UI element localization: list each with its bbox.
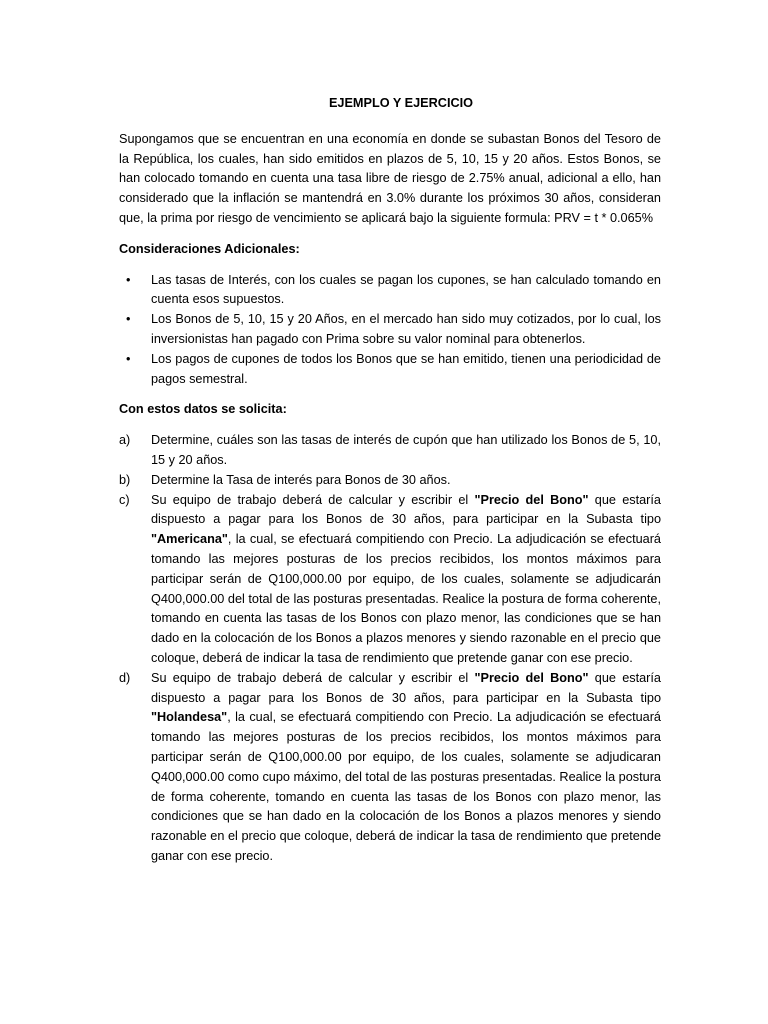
request-text <box>151 671 661 863</box>
request-text: Determine la Tasa de interés para Bonos de 30 años. <box>151 472 451 487</box>
request-heading: Con estos datos se solicita: <box>119 402 287 417</box>
request-list <box>119 431 661 867</box>
bond-price-emphasis: "Precio del Bono" <box>474 670 589 685</box>
document-title: EJEMPLO Y EJERCICIO <box>328 96 474 110</box>
request-item-b <box>119 471 661 491</box>
request-item-d <box>119 669 661 867</box>
auction-type-emphasis: "Holandesa" <box>151 710 228 725</box>
request-text: Determine, cuáles son las tasas de interés de cupón que han utilizado los Bonos de 5, 10, 15 y 20 años. <box>151 433 661 467</box>
request-item-c <box>119 491 661 669</box>
consideration-item <box>119 271 661 311</box>
consideration-text: Los pagos de cupones de todos los Bonos que se han emitido, tienen una periodicidad de pagos semestral. <box>151 351 661 386</box>
bond-price-emphasis: "Precio del Bono" <box>474 492 589 507</box>
consideration-text: Los Bonos de 5, 10, 15 y 20 Años, en el mercado han sido muy cotizados, por lo cual, los inversionistas han pagado con Prima sobre su valor nominal para obtenerlos. <box>151 312 661 346</box>
item-marker: c) <box>119 492 130 507</box>
consideration-text: Las tasas de Interés, con los cuales se pagan los cupones, se han calculado tomando en cuenta esos supuestos. <box>151 272 661 307</box>
auction-type-emphasis: "Americana" <box>151 532 228 547</box>
request-text-part: , la cual, se efectuará compitiendo con Precio. La adjudicación se efectuará tomando las mejores posturas de los precios recibidos, los montos máximos para participar serán de Q100,000.00 por equipo, de los cuales, solamente se adjudicarán Q400,000.00 del total de las posturas presentadas. Realice la postura de forma coherente, tomando en cuenta las tasas de los Bonos con plazo menor, las condiciones que se han dado en la colocación de los Bonos a plazos menores y siendo razonable en el precio que coloque, deberá de indicar la tasa de rendimiento que pretende ganar con ese precio. <box>151 532 661 665</box>
request-text-part: , la cual, se efectuará compitiendo con Precio. La adjudicación se efectuará tomando las mejores posturas de los precios recibidos, los montos máximos para participar serán de Q100,000.00 por equipo, de los cuales, solamente se adjudicaran Q400,000.00 como cupo máximo, del total de las posturas presentadas. Realice la postura de forma coherente, tomando en cuenta las tasas de los Bonos con plazo menor, las condiciones que se han dado en la colocación de los Bonos a plazos menores y siendo razonable en el precio que coloque, deberá de indicar la tasa de rendimiento que pretende ganar con ese precio. <box>151 710 661 863</box>
bullet-marker: • <box>126 272 131 287</box>
request-text-part: Su equipo de trabajo deberá de calcular y escribir el <box>151 670 475 685</box>
request-text-part: Su equipo de trabajo deberá de calcular y escribir el <box>151 492 475 507</box>
item-marker: d) <box>119 670 131 685</box>
intro-paragraph: Supongamos que se encuentran en una economía en donde se subastan Bonos del Tesoro de la República, los cuales, han sido emitidos en plazos de 5, 10, 15 y 20 años. Estos Bonos, se han colocado tomando en cuenta una tasa libre de riesgo de 2.75% anual, adicional a ello, han considerado que la inflación se mantendrá en 3.0% durante los próximos 30 años, consideran que, la prima por riesgo de vencimiento se aplicará bajo la siguiente formula: PRV = t * 0.065% <box>119 131 661 225</box>
considerations-list <box>119 271 661 390</box>
item-marker: a) <box>119 433 131 448</box>
request-item-a <box>119 431 661 471</box>
request-text-part: que estaría dispuesto a pagar para los Bonos de 30 años, para participar en la Subasta tipo <box>151 670 661 705</box>
consideration-item <box>119 350 661 390</box>
request-text-part: que estaría dispuesto a pagar para los Bonos de 30 años, para participar en la Subasta tipo <box>151 492 661 527</box>
considerations-heading: Consideraciones Adicionales: <box>119 241 300 256</box>
request-text <box>151 493 661 665</box>
bullet-marker: • <box>126 312 131 327</box>
item-marker: b) <box>119 472 131 487</box>
consideration-item <box>119 310 661 350</box>
bullet-marker: • <box>126 351 131 366</box>
document-page <box>119 94 661 878</box>
